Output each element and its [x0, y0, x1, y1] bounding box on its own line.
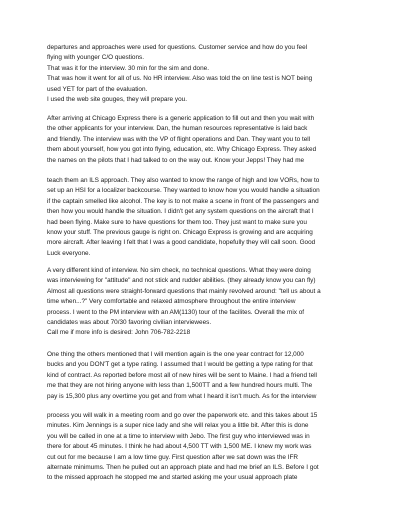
- text-line: kind of contract. As reported before most all of new hires will be sent to Maine. I had a friend tell: [47, 371, 317, 379]
- text-line: had been flying. Make sure to have questions for them too. They just want to make sure you: [47, 218, 307, 226]
- text-line: the names on the pilots that I had talked to on the way out. Know your Jepps! They had me: [47, 156, 305, 164]
- paragraph-sim-questions: [47, 43, 370, 105]
- text-line: there for about 45 minutes. I think he had about 4,500 TT with 1,500 ME. I knew my work was: [47, 443, 312, 451]
- text-line: candidates was about 70/30 favoring civilian interviewees.: [47, 319, 212, 327]
- text-line: Almost all questions were straight-forward questions that mainly revolved around: "tell us about a: [47, 287, 321, 295]
- paragraph-attitude-interview: [47, 266, 370, 339]
- text-line: bucks and you DON'T get a type rating. I assumed that I would be getting a type rating for that: [47, 361, 313, 369]
- text-line: I used the web site gouges, they will prepare you.: [47, 96, 187, 104]
- text-line: cut out for me because I am a low time guy. First question after we sat down was the IFR: [47, 453, 299, 461]
- text-line: One thing the others mentioned that I will mention again is the one year contract for 12,000: [47, 351, 304, 358]
- text-line: was interviewing for "attitude" and not stick and rudder abilities. (they already know you can fly): [47, 277, 316, 285]
- text-line: the other applicants for your interview. Dan, the human resources representative is laid back: [47, 125, 308, 133]
- text-line: That was how it went for all of us. No HR interview. Also was told the on line test is NOT being: [47, 75, 313, 83]
- text-line: A very different kind of interview. No sim check, no technical questions. What they were doing: [47, 267, 311, 274]
- text-line: and friendly. The interview was with the VP of flight operations and Dan. They want you to tell: [47, 135, 311, 143]
- text-line: process. I went to the PM interview with an AM(1130) tour of the facilites. Overall the mix of: [47, 308, 305, 316]
- text-line: more aircraft. After leaving I felt that I was a good candidate, hopefully they will call soon. Good: [47, 239, 316, 247]
- text-line: then how you would handle the situation. I didn't get any system questions on the aircraft that I: [47, 208, 314, 216]
- text-line: alternate minimums. Then he pulled out an approach plate and had me brief an ILS. Before I got: [47, 464, 319, 472]
- text-line: pay is 15,300 plus any overtime you get and from what I heard it isn't much. As for the interview: [47, 392, 317, 400]
- text-line: me that they are not hiring anyone with less than 1,500TT and a few hundred hours multi. The: [47, 382, 313, 390]
- text-line: After arriving at Chicago Express there is a generic application to fill out and then you wait with: [47, 115, 315, 122]
- text-line: teach them an ILS approach. They also wanted to know the range of high and low VORs, how to: [47, 177, 320, 184]
- paragraph-ils-teaching: [47, 176, 370, 259]
- text-line: That was it for the interview. 30 min for the sim and done.: [47, 64, 209, 72]
- text-line: know your stuff. The previous gauge is right on. Chicago Express is growing and are acquiring: [47, 229, 313, 237]
- text-line: minutes. Kim Jennings is a super nice lady and she will relax you a little bit. After this is done: [47, 422, 309, 430]
- text-line: to the missed approach he stopped me and started asking me your usual approach plate: [47, 474, 298, 482]
- text-line: departures and approaches were used for questions. Customer service and how do you feel: [47, 44, 308, 51]
- text-line: if the captain smelled like alcohol. The key is to not make a scene in front of the passengers and: [47, 197, 319, 205]
- text-line: time when...?" Very comfortable and relaxed atmosphere throughout the entire interview: [47, 298, 296, 306]
- text-line: them about yourself, how you got into flying, education, etc. Why Chicago Express. They asked: [47, 146, 317, 154]
- text-line: flying with younger C/O questions.: [47, 54, 144, 62]
- text-line: process you will walk in a meeting room and go over the paperwork etc. and this takes about 15: [47, 412, 318, 419]
- text-line: you will be called in one at a time to interview with Jebo. The first guy who interviewed was in: [47, 432, 310, 440]
- text-line: Luck everyone.: [47, 249, 91, 257]
- paragraph-chicago-arrival: [47, 114, 370, 166]
- text-line: set up an HSI for a localizer backcourse. They wanted to know how you would handle a situation: [47, 187, 320, 195]
- paragraph-interview-process: [47, 411, 370, 484]
- text-line: used YET for part of the evaluation.: [47, 85, 148, 93]
- contact-line: Call me if more info is desired: John 706-782-2218: [47, 329, 191, 337]
- paragraph-contract: [47, 350, 370, 402]
